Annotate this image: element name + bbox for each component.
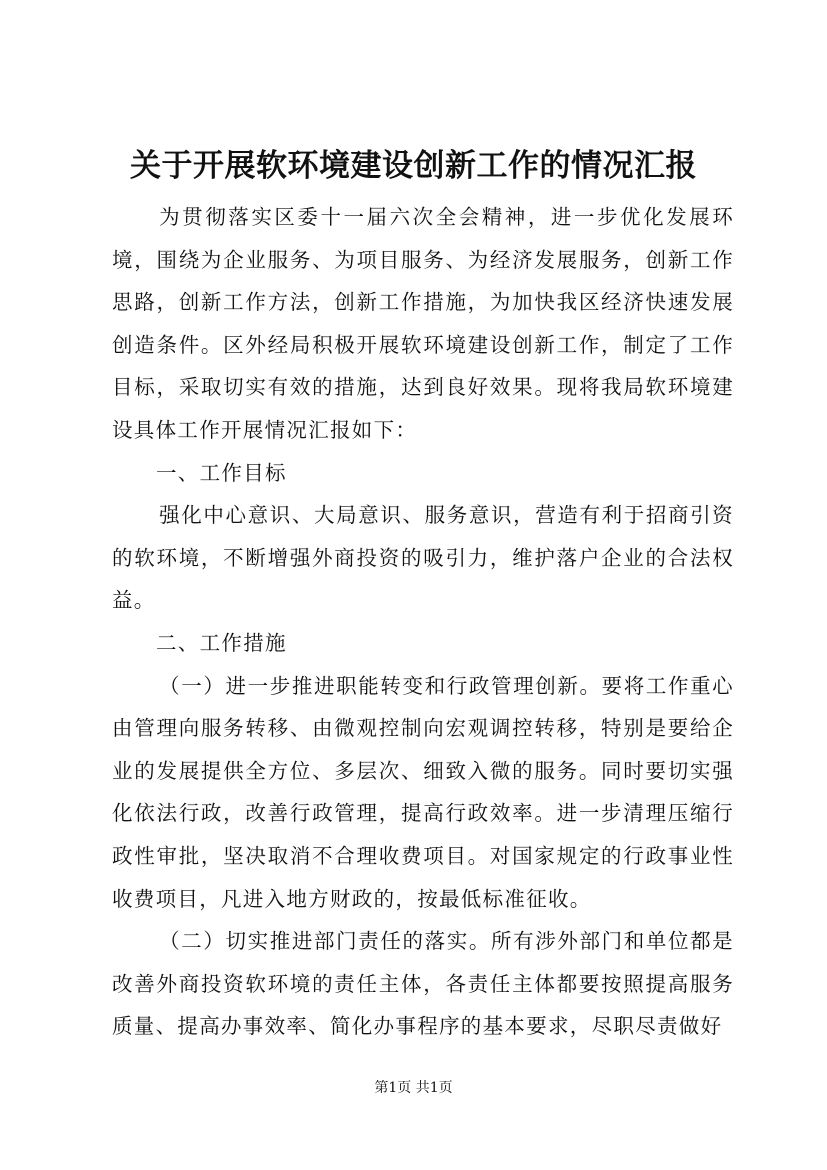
- document-title: 关于开展软环境建设创新工作的情况汇报: [130, 148, 697, 184]
- goals-paragraph: 强化中心意识、大局意识、服务意识，营造有利于招商引资的软环境，不断增强外商投资的吸引力，维护落户企业的合法权益。: [112, 503, 734, 613]
- intro-paragraph: 为贯彻落实区委十一届六次全会精神，进一步优化发展环境，围绕为企业服务、为项目服务、为经济发展服务，创新工作思路，创新工作方法，创新工作措施，为加快我区经济快速发展创造条件。区外经局积极开展软环境建设创新工作，制定了工作目标，采取切实有效的措施，达到良好效果。现将我局软环境建设具体工作开展情况汇报如下：: [112, 205, 734, 442]
- section-heading-measures: 二、工作措施: [156, 630, 287, 655]
- page-footer: 第1页 共1页: [374, 1080, 453, 1096]
- measure-paragraph-1: （一）进一步推进职能转变和行政管理创新。要将工作重心由管理向服务转移、由微观控制向宏观调控转移，特别是要给企业的发展提供全方位、多层次、细致入微的服务。同时要切实强化依法行政，改善行政管理，提高行政效率。进一步清理压缩行政性审批，坚决取消不合理收费项目。对国家规定的行政事业性收费项目，凡进入地方财政的，按最低标准征收。: [112, 673, 734, 911]
- measure-paragraph-2: （二）切实推进部门责任的落实。所有涉外部门和单位都是改善外商投资软环境的责任主体，各责任主体都要按照提高服务质量、提高办事效率、简化办事程序的基本要求，尽职尽责做好: [112, 929, 734, 1039]
- section-heading-goals: 一、工作目标: [156, 460, 287, 485]
- document-body: [112, 196, 734, 1048]
